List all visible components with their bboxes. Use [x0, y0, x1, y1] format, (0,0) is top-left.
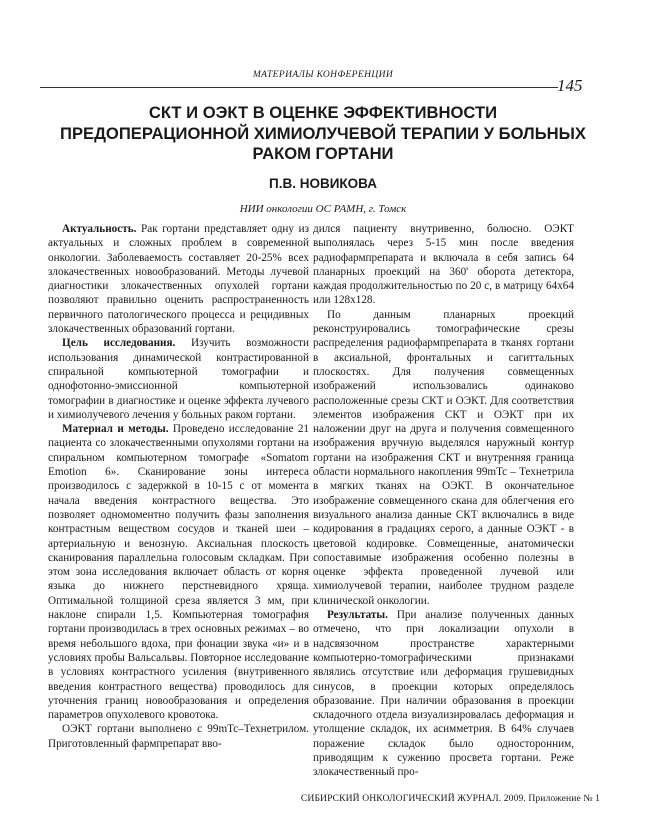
paragraph-relevance: [48, 222, 309, 336]
article-affiliation: НИИ онкологии ОС РАМН, г. Томск: [239, 203, 407, 215]
paragraph-text: Рак гортани представляет одну из актуальных и сложных проблем в современной онкологии. Заболеваемость составляет 20-25% всех злокачественных новообразований. Методы лучевой диагностики злокачественных опухолей гортани позволяют правильно оценить распространенность первичного патологического процесса и рецидивных злокачественных образований гортани.: [48, 223, 310, 336]
paragraph-text: При анализе полученных данных отмечено, что при локализации опухоли в надсвязочном пространстве характерными компьютерно-томографическими признаками являлись отсутствие или деформация грушевидных синусов, в проекции которых определялось образование. При наличии образования в проекции складочного отдела визуализировалась деформация и утолщение складок, их асимметрия. В 64% случаев поражение складок было односторонним, приводящим к сужению просвета гортани. Реже злокачественный про-: [313, 609, 574, 779]
paragraph-reconstruction: По данным планарных проекций реконструировались томографические срезы распределения радиофармпрепарата в тканях гортани в аксиальной, фронтальных и сагиттальных плоскостях. Для получения совмещенных изображений использовались одинаково расположенные срезы СКТ и ОЭКТ. Для соответствия элементов изображения СКТ и ОЭКТ при их наложении друг на друга и получения совмещенного изображения вручную выделялся наружный контур гортани на изображения СКТ и внутренняя граница области нормального накопления 99mTc – Технетрила в мягких тканях на ОЭКТ. В окончательное изображение совмещенного скана для облегчения его визуального анализа данные СКТ включались в виде кодирования в градациях серого, а данные ОЭКТ - в цветовой кодировке. Совмещенные, анатомически сопоставимые изображения особенно полезны в оценке эффекта проведенной лучевой или химиолучевой терапии, наиболее трудном разделе клинической онкологии.: [313, 308, 574, 607]
paragraph-spect: ОЭКТ гортани выполнено с 99mTc–Технетрилом. Приготовленный фармпрепарат вво-: [48, 723, 309, 750]
journal-footer: СИБИРСКИЙ ОНКОЛОГИЧЕСКИЙ ЖУРНАЛ. 2009. Приложение № 1: [300, 793, 600, 804]
header-rule: [40, 87, 558, 88]
section-lead-relevance: Актуальность.: [62, 223, 137, 235]
running-title: МАТЕРИАЛЫ КОНФЕРЕНЦИИ: [252, 70, 394, 80]
paragraph-results: [313, 608, 574, 780]
section-lead-methods: Материал и методы.: [62, 423, 169, 436]
article-title: СКТ И ОЭКТ В ОЦЕНКЕ ЭФФЕКТИВНОСТИ ПРЕДОПЕРАЦИОННОЙ ХИМИОЛУЧЕВОЙ ТЕРАПИИ У БОЛЬНЫХ РАКОМ ГОРТАНИ: [60, 103, 586, 163]
article-author: П.В. НОВИКОВА: [269, 176, 377, 191]
right-column: [313, 222, 574, 780]
paragraph-aim: [48, 336, 309, 422]
page-number: 145: [557, 76, 583, 95]
paragraph-continued: дился пациенту внутривенно, болюсно. ОЭКТ выполнялась через 5-15 мин после введения радиофармпрепарата и включала в себя запись 64 планарных проекций на 360' оборота детектора, каждая продолжительностью по 20 с, в матрицу 64х64 или 128х128.: [313, 223, 574, 307]
paragraph-text: Проведено исследование 21 пациента со злокачественными опухолями гортани на спиральном компьютерном томографе «Somatom Emotion 6». Сканирование зоны интереса производилось с задержкой в 10-15 с от момента начала введения контрастного вещества. Это позволяет одномоментно получить фазы заполнения контрастным веществом сосудов и тканей шеи – артериальную и венозную. Аксиальная плоскость сканирования параллельна голосовым складкам. При этом зона исследования включает область от корня языка до нижнего перстневидного хряща. Оптимальной толщиной среза является 3 мм, при наклоне спирали 1,5. Компьютерная томография гортани производилась в трех основных режимах – во время небольшого вдоха, при фонации звука «и» и в условиях пробы Вальсальвы. Повторное исследование в условиях контрастного усиления (внутривенного введения контрастного вещества) проводилось для уточнения границ новообразования и определения параметров опухолевого кровотока.: [48, 423, 310, 722]
section-lead-results: Результаты.: [327, 609, 388, 622]
left-column: [48, 222, 309, 751]
paragraph-text: Изучить возможности использования динамической контрастированной спиральной компьютерной томографии и однофотонно-эмиссионной компьютерной томографии в диагностике и оценке эффекта лучевого и химиолучевого лечения у больных раком гортани.: [48, 337, 309, 421]
section-lead-aim: Цель исследования.: [62, 337, 176, 350]
paragraph-methods: [48, 422, 309, 722]
